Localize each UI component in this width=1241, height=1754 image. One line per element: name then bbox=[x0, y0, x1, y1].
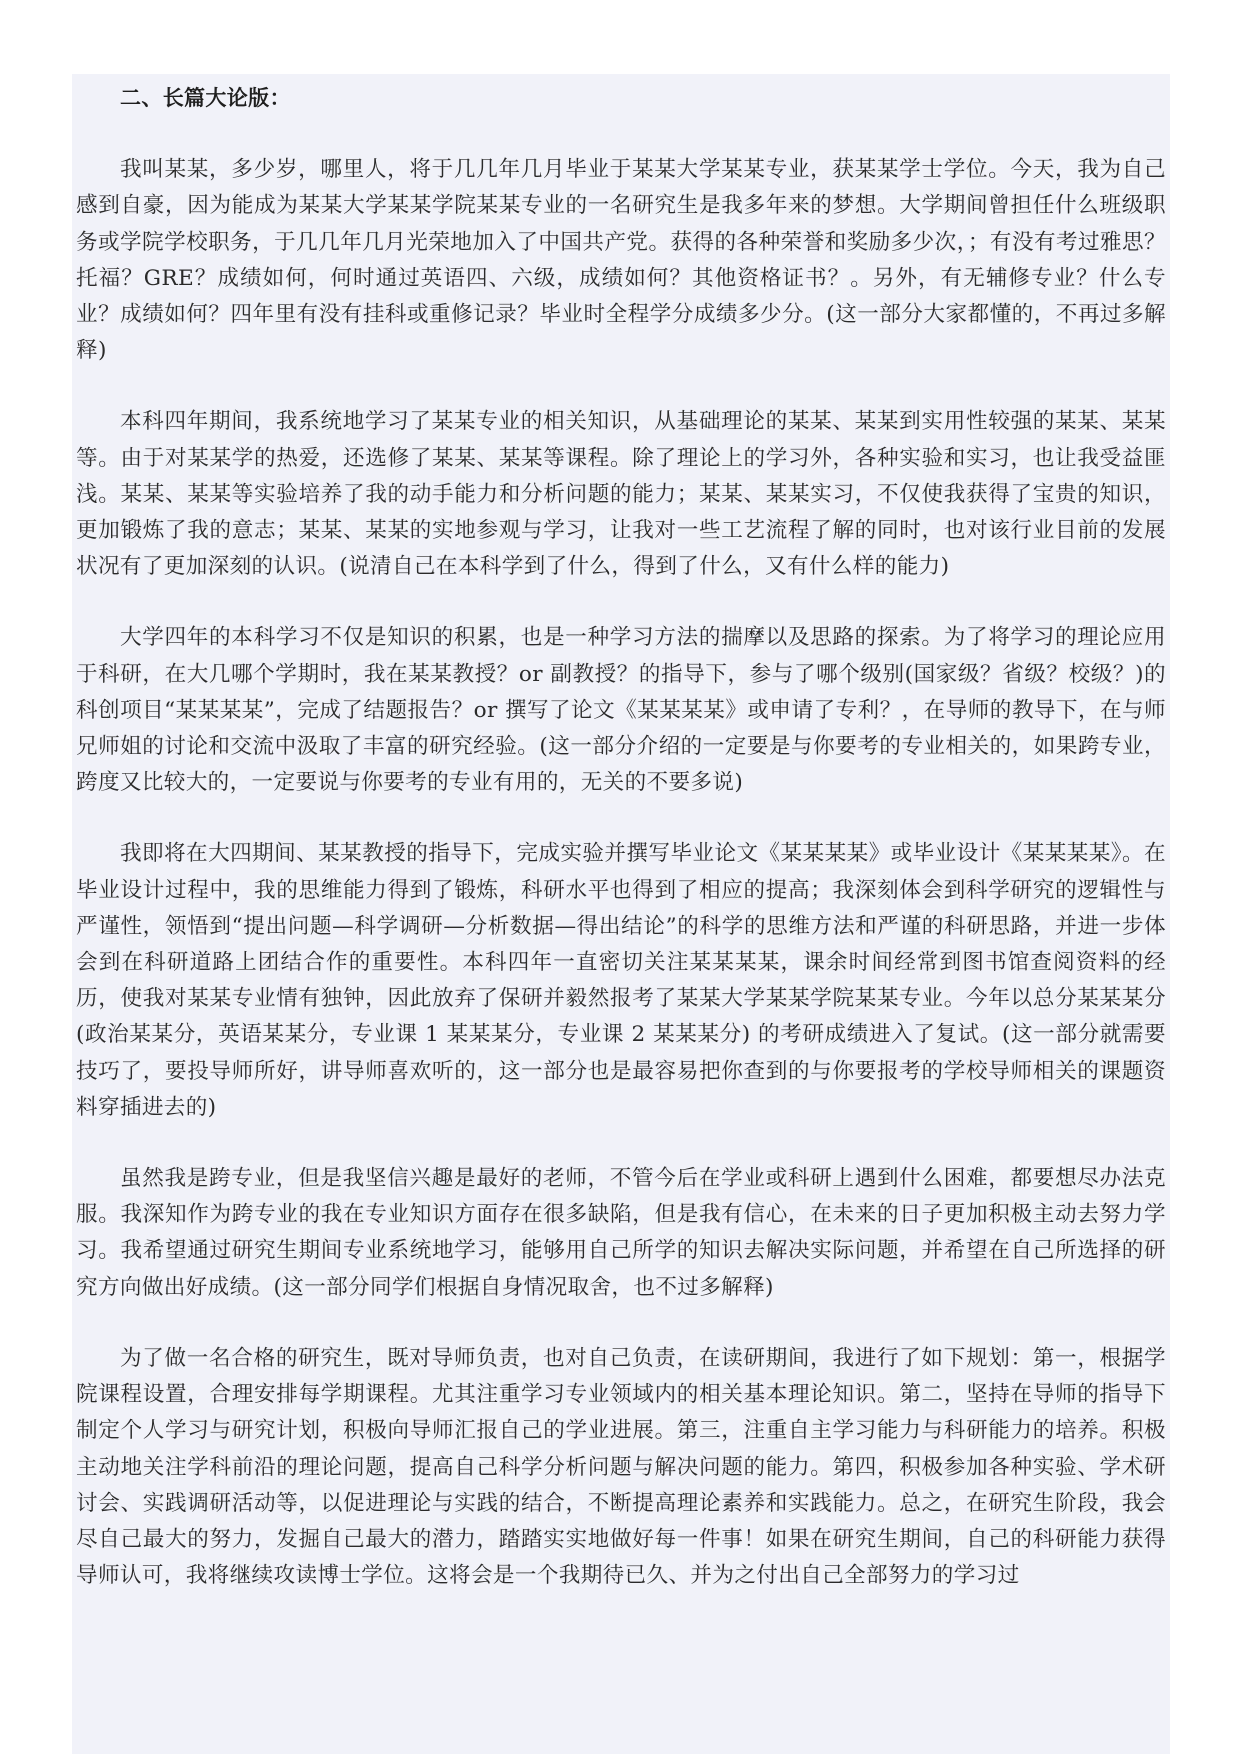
document-page bbox=[72, 74, 1170, 1754]
paragraph-introduction: 我叫某某，多少岁，哪里人，将于几几年几月毕业于某某大学某某专业，获某某学士学位。今天，我为自己感到自豪，因为能成为某某大学某某学院某某专业的一名研究生是我多年来的梦想。大学期间曾担任什么班级职务或学院学校职务，于几几年几月光荣地加入了中国共产党。获得的各种荣誉和奖励多少次，；有没有考过雅思？托福？GRE？成绩如何，何时通过英语四、六级，成绩如何？其他资格证书？。另外，有无辅修专业？什么专业？成绩如何？四年里有没有挂科或重修记录？毕业时全程学分成绩多少分。(这一部分大家都懂的，不再过多解释) bbox=[76, 157, 1166, 364]
paragraph-research-experience: 大学四年的本科学习不仅是知识的积累，也是一种学习方法的揣摩以及思路的探索。为了将学习的理论应用于科研，在大几哪个学期时，我在某某教授？or 副教授？的指导下，参与了哪个级别(国家级？省级？校级？)的科创项目“某某某某”，完成了结题报告？or 撰写了论文《某某某某》或申请了专利？，在导师的教导下，在与师兄师姐的讨论和交流中汲取了丰富的研究经验。(这一部分介绍的一定要是与你要考的专业相关的，如果跨专业，跨度又比较大的，一定要说与你要考的专业有用的，无关的不要多说) bbox=[76, 625, 1166, 796]
section-heading: 二、长篇大论版： bbox=[120, 86, 291, 110]
paragraph-graduation-thesis: 我即将在大四期间、某某教授的指导下，完成实验并撰写毕业论文《某某某某》或毕业设计《某某某某》。在毕业设计过程中，我的思维能力得到了锻炼，科研水平也得到了相应的提高；我深刻体会到科学研究的逻辑性与严谨性，领悟到“提出问题—科学调研—分析数据—得出结论”的科学的思维方法和严谨的科研思路，并进一步体会到在科研道路上团结合作的重要性。本科四年一直密切关注某某某某，课余时间经常到图书馆查阅资料的经历，使我对某某专业情有独钟，因此放弃了保研并毅然报考了某某大学某某学院某某专业。今年以总分某某某分(政治某某分，英语某某分，专业课 1 某某某分，专业课 2 某某某分) 的考研成绩进入了复试。(这一部分就需要技巧了，要投导师所好，讲导师喜欢听的，这一部分也是最容易把你查到的与你要报考的学校导师相关的课题资料穿插进去的) bbox=[76, 841, 1166, 1120]
document-body bbox=[76, 80, 1166, 1594]
paragraph-study-plan: 为了做一名合格的研究生，既对导师负责，也对自己负责，在读研期间，我进行了如下规划：第一，根据学院课程设置，合理安排每学期课程。尤其注重学习专业领域内的相关基本理论知识。第二，坚持在导师的指导下制定个人学习与研究计划，积极向导师汇报自己的学业进展。第三，注重自主学习能力与科研能力的培养。积极主动地关注学科前沿的理论问题，提高自己科学分析问题与解决问题的能力。第四，积极参加各种实验、学术研讨会、实践调研活动等，以促进理论与实践的结合，不断提高理论素养和实践能力。总之，在研究生阶段，我会尽自己最大的努力，发掘自己最大的潜力，踏踏实实地做好每一件事！如果在研究生期间，自己的科研能力获得导师认可，我将继续攻读博士学位。这将会是一个我期待已久、并为之付出自己全部努力的学习过 bbox=[76, 1345, 1166, 1589]
paragraph-cross-major: 虽然我是跨专业，但是我坚信兴趣是最好的老师，不管今后在学业或科研上遇到什么困难，都要想尽办法克服。我深知作为跨专业的我在专业知识方面存在很多缺陷，但是我有信心，在未来的日子更加积极主动去努力学习。我希望通过研究生期间专业系统地学习，能够用自己所学的知识去解决实际问题，并希望在自己所选择的研究方向做出好成绩。(这一部分同学们根据自身情况取舍，也不过多解释) bbox=[76, 1166, 1166, 1300]
paragraph-undergraduate-study: 本科四年期间，我系统地学习了某某专业的相关知识，从基础理论的某某、某某到实用性较强的某某、某某等。由于对某某学的热爱，还选修了某某、某某等课程。除了理论上的学习外，各种实验和实习，也让我受益匪浅。某某、某某等实验培养了我的动手能力和分析问题的能力；某某、某某实习，不仅使我获得了宝贵的知识，更加锻炼了我的意志；某某、某某的实地参观与学习，让我对一些工艺流程了解的同时，也对该行业目前的发展状况有了更加深刻的认识。(说清自己在本科学到了什么，得到了什么，又有什么样的能力) bbox=[76, 409, 1166, 580]
